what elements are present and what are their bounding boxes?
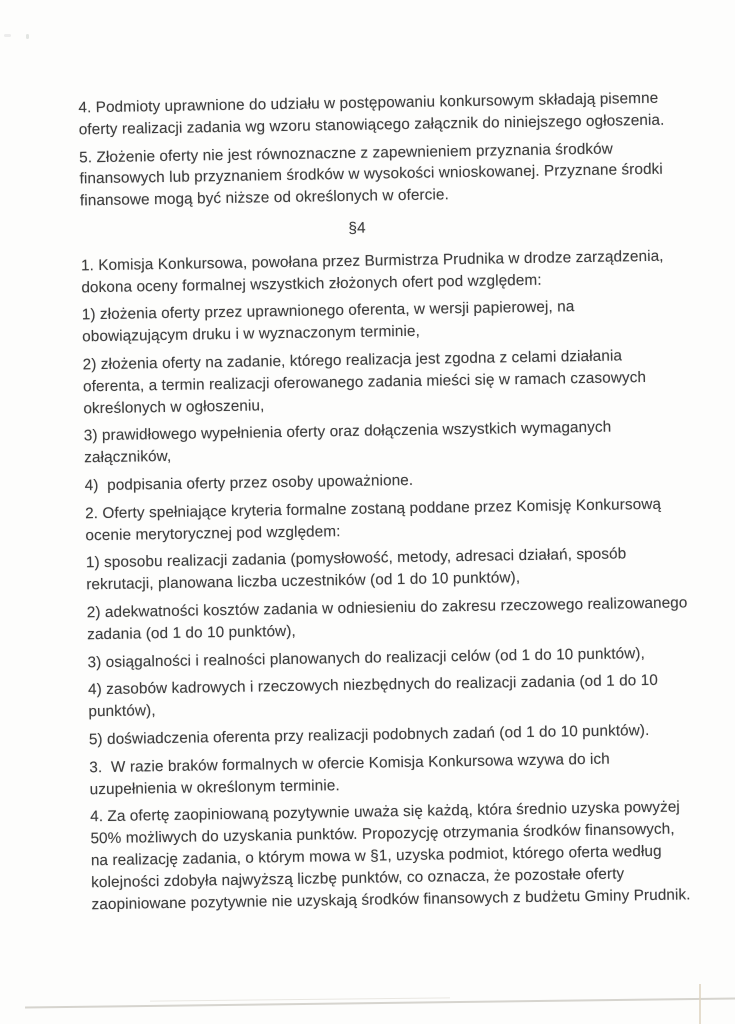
list-item-4-zasobow: 4) zasobów kadrowych i rzeczowych niezbędnych do realizacji zadania (od 1 do 10 punktów), — [87, 672, 659, 721]
paragraph-3-w-razie: 3. W razie braków formalnych w ofercie Komisja Konkursowa wzywa do ich uzupełnienia w określonym terminie. — [89, 750, 610, 798]
scan-vertical-line — [699, 984, 701, 1024]
paragraph-2-oferty: 2. Oferty spełniające kryteria formalne zostaną poddane przez Komisję Konkursową ocenie merytorycznej pod względem: — [84, 495, 662, 544]
list-item-1-zlozenia-oferty: 1) złożenia oferty przez uprawnionego oferenta, w wersji papierowej, na obowiązującym druku i w wyznaczonym terminie, — [81, 298, 575, 346]
section-heading-4: §4 — [348, 219, 366, 237]
paragraph-4-podmioty: 4. Podmioty uprawnione do udziału w postępowaniu konkursowym składają pisemne oferty realizacji zadania wg wzoru stanowiącego załącznik do niniejszego ogłoszenia. — [78, 89, 665, 139]
document-text-block — [78, 87, 732, 922]
scan-speck — [4, 34, 11, 37]
paragraph-1-komisja: 1. Komisja Konkursowa, powołana przez Burmistrza Prudnika w drodze zarządzenia, dokona oceny formalnej wszystkich złożonych ofert pod względem: — [80, 247, 664, 296]
list-item-3-osiagalnosci: 3) osiągalności i realności planowanych do realizacji celów (od 1 do 10 punktów), — [87, 644, 646, 671]
list-item-2-zlozenia-na-zadanie: 2) złożenia oferty na zadanie, którego realizacja jest zgodna z celami działania oferenta, a termin realizacji oferowanego zadania mieści się w ramach czasowych określonych w ogłoszeniu, — [82, 347, 647, 417]
list-item-4-podpisania: 4) podpisania oferty przez osoby upoważnione. — [84, 471, 414, 495]
list-item-1-sposobu: 1) sposobu realizacji zadania (pomysłowość, metody, adresaci działań, sposób rekrutacji, planowana liczba uczestników (od 1 do 10 punktów), — [85, 545, 627, 594]
list-item-3-prawidlowego: 3) prawidłowego wypełnienia oferty oraz dołączenia wszystkich wymaganych załączników, — [83, 418, 612, 467]
list-item-2-adekwatnosci: 2) adekwatności kosztów zadania w odniesieniu do zakresu rzeczowego realizowanego zadania (od 1 do 10 punktów), — [86, 594, 688, 644]
paragraph-4-za-oferte: 4. Za ofertę zaopiniowaną pozytywnie uważa się każdą, która średnio uzyska powyżej 50% możliwych do uzyskania punktów. Propozycję otrzymania środków finansowych, na realizację zadania, o którym mowa w §1, uzyska podmiot, którego oferta według kolejności zdobyła najwyższą liczbę punktów, co oznacza, że pozostałe oferty zaopiniowane pozytywnie nie uzyskają środków finansowych z budżetu Gminy Prudnik. — [90, 798, 691, 913]
scan-speck — [26, 34, 29, 39]
list-item-5-doswiadczenia: 5) doświadczenia oferenta przy realizacji podobnych zadań (od 1 do 10 punktów). — [88, 721, 650, 749]
paragraph-5-zlozenie: 5. Złożenie oferty nie jest równoznaczne z zapewnieniem przyznania środków finansowych lub przyznaniem środków w wysokości wnioskowanej. Przyznane środki finansowe mogą być niższe od określonych w ofercie. — [79, 140, 664, 210]
